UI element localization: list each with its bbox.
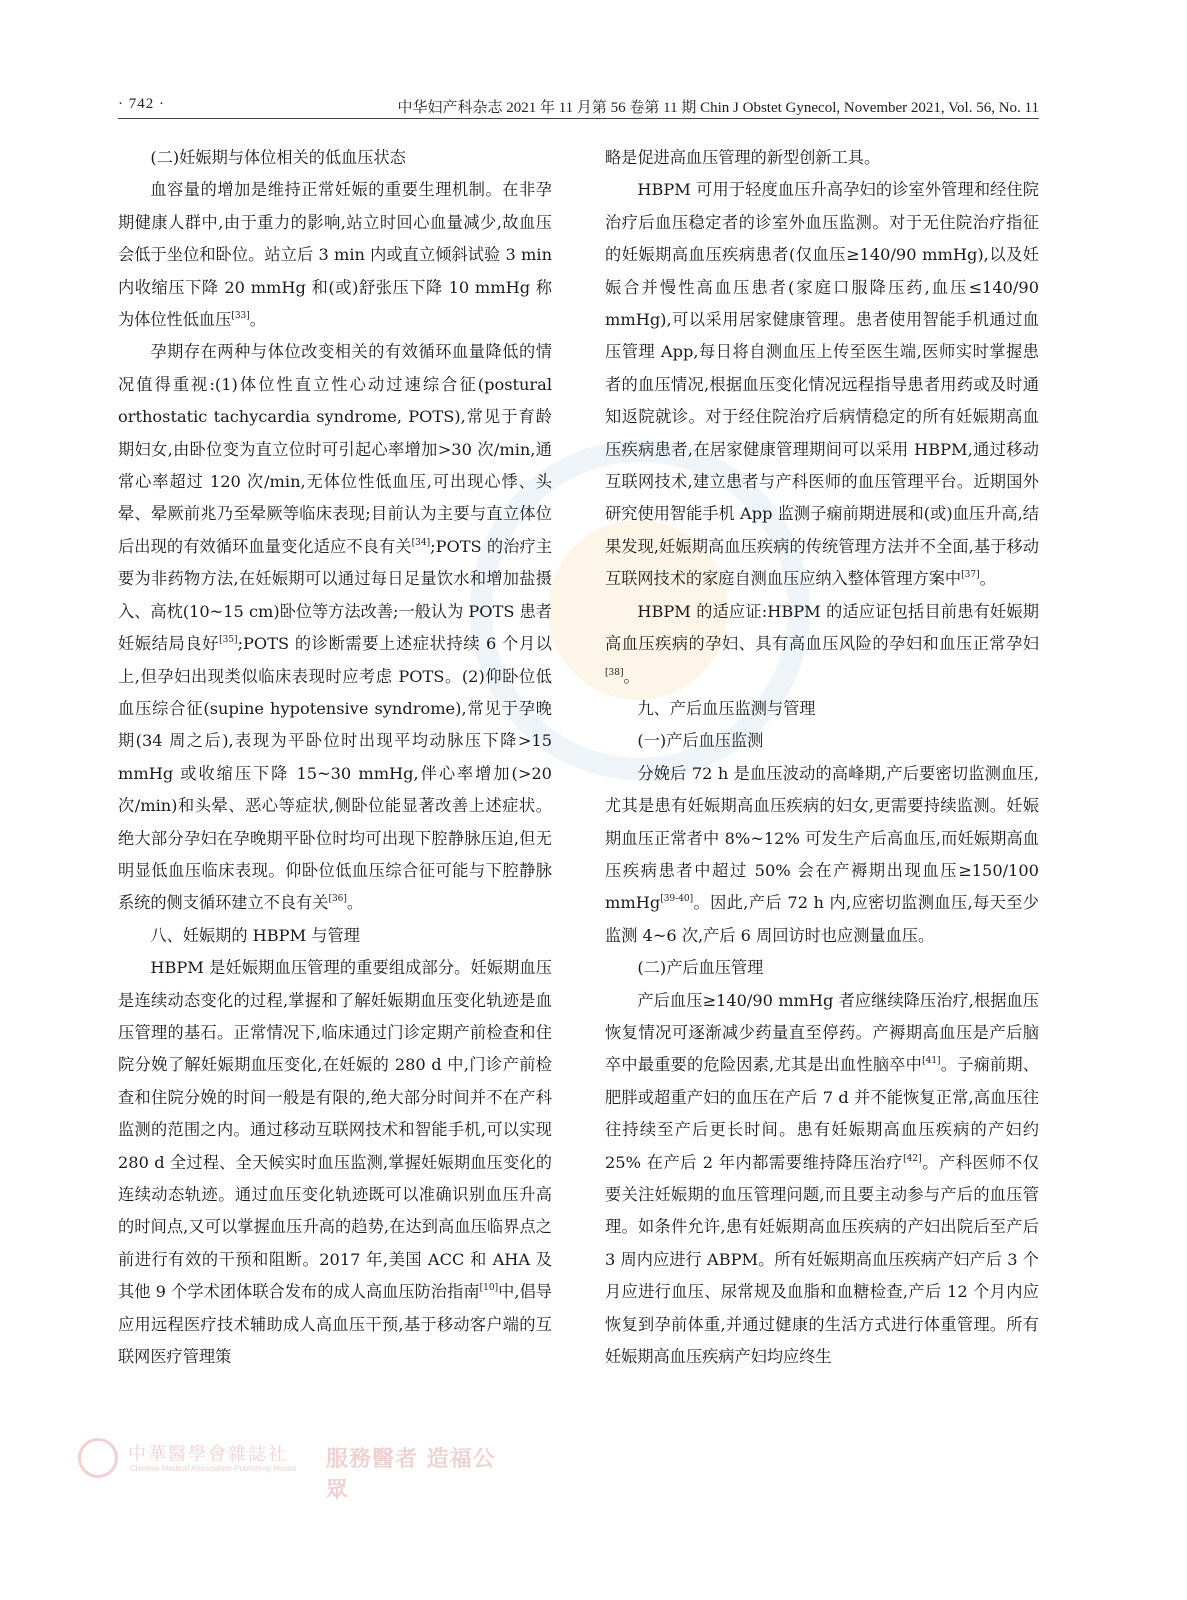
citation-ref: [41] (922, 1056, 941, 1067)
right-column (605, 142, 1039, 1373)
publisher-slogan: 服務醫者 造福公眾 (326, 1447, 496, 1503)
section-heading: (一)产后血压监测 (637, 731, 764, 751)
citation-ref: [39-40] (660, 894, 694, 905)
header-rule (118, 118, 1039, 119)
page-number: · 742 · (118, 96, 165, 112)
body-paragraph: 分娩后 72 h 是血压波动的高峰期,产后要密切监测血压,尤其是患有妊娠期高血压疾病的妇女,更需要持续监测。妊娠期血压正常者中 8%~12% 可发生产后高血压,而妊娠期高血压疾病患者中超过 50% 会在产褥期出现血压≥150/100 mmHg[39-40]。因此,产后 72 h 内,应密切监测血压,每天至少监测 4~6 次,产后 6 周回访时也应测量血压。 (605, 763, 1039, 945)
body-paragraph: HBPM 可用于轻度血压升高孕妇的诊室外管理和经住院治疗后血压稳定者的诊室外血压监测。对于无住院治疗指征的妊娠期高血压疾病患者(仅血压≥140/90 mmHg),以及妊娠合并慢性高血压患者(家庭口服降压药,血压≤140/90 mmHg),可以采用居家健康管理。患者使用智能手机通过血压管理 App,每日将自测血压上传至医生端,医师实时掌握患者的血压情况,根据血压变化情况远程指导患者用药或及时通知返院就诊。对于经住院治疗后病情稳定的所有妊娠期高血压疾病患者,在居家健康管理期间可以采用 HBPM,通过移动互联网技术,建立患者与产科医师的血压管理平台。近期国外研究使用智能手机 App 监测子痫前期进展和(或)血压升高,结果发现,妊娠期高血压疾病的传统管理方法并不全面,基于移动互联网技术的家庭自测血压应纳入整体管理方案中[37]。 (605, 180, 1039, 589)
body-paragraph: 血容量的增加是维持正常妊娠的重要生理机制。在非孕期健康人群中,由于重力的影响,站立时回心血量减少,故血压会低于坐位和卧位。站立后 3 min 内或直立倾斜试验 3 min 内收缩压下降 20 mmHg 和(或)舒张压下降 10 mmHg 称为体位性低血压[33]。 (118, 180, 552, 330)
citation-ref: [36] (328, 894, 347, 905)
publisher-footer-logo (78, 1438, 518, 1503)
body-paragraph: 孕期存在两种与体位改变相关的有效循环血量降低的情况值得重视:(1)体位性直立性心动过速综合征(postural orthostatic tachycardia syndrome, POTS),常见于育龄期妇女,由卧位变为直立位时可引起心率增加>30 次/min,通常心率超过 120 次/min,无体位性低血压,可出现心悸、头晕、晕厥前兆乃至晕厥等临床表现;目前认为主要与直立体位后出现的有效循环血量变化适应不良有关[34];POTS 的治疗主要为非药物方法,在妊娠期可以通过每日足量饮水和增加盐摄入、高枕(10~15 cm)卧位等方法改善;一般认为 POTS 患者妊娠结局良好[35];POTS 的诊断需要上述症状持续 6 个月以上,但孕妇出现类似临床表现时应考虑 POTS。(2)仰卧位低血压综合征(supine hypotensive syndrome),常见于孕晚期(34 周之后),表现为平卧位时出现平均动脉压下降>15 mmHg 或收缩压下降 15~30 mmHg,伴心率增加(>20 次/min)和头晕、恶心等症状,侧卧位能显著改善上述症状。绝大部分孕妇在孕晚期平卧位时均可出现下腔静脉压迫,但无明显低血压临床表现。仰卧位低血压综合征可能与下腔静脉系统的侧支循环建立不良有关[36]。 (118, 342, 553, 913)
publisher-flower-icon (78, 1438, 118, 1478)
section-heading: 八、妊娠期的 HBPM 与管理 (150, 925, 360, 945)
citation-ref: [33] (231, 311, 250, 322)
citation-ref: [34] (411, 537, 431, 548)
journal-citation: 中华妇产科杂志 2021 年 11 月第 56 卷第 11 期 Chin J Obstet Gynecol, November 2021, Vol. 56, No. 11 (397, 100, 1039, 116)
citation-ref: [10] (479, 1283, 499, 1294)
publisher-name-en: Chinese Medical Association Publishing House (130, 1464, 297, 1473)
body-paragraph: HBPM 是妊娠期血压管理的重要组成部分。妊娠期血压是连续动态变化的过程,掌握和了解妊娠期血压变化轨迹是血压管理的基石。正常情况下,临床通过门诊定期产前检查和住院分娩了解妊娠期血压变化,在妊娠的 280 d 中,门诊产前检查和住院分娩的时间一般是有限的,绝大部分时间并不在产科监测的范围之内。通过移动互联网技术和智能手机,可以实现 280 d 全过程、全天候实时血压监测,掌握妊娠期血压变化的连续动态轨迹。通过血压变化轨迹既可以准确识别血压升高的时间点,又可以掌握血压升高的趋势,在达到高血压临界点之前进行有效的干预和阻断。2017 年,美国 ACC 和 AHA 及其他 9 个学术团体联合发布的成人高血压防治指南[10]中,倡导应用远程医疗技术辅助成人高血压干预,基于移动客户端的互联网医疗管理策 (118, 958, 552, 1367)
section-heading: (二)产后血压管理 (637, 958, 764, 978)
citation-ref: [42] (903, 1153, 922, 1164)
body-paragraph: 略是促进高血压管理的新型创新工具。 (605, 148, 881, 167)
body-paragraph: HBPM 的适应证:HBPM 的适应证包括目前患有妊娠期高血压疾病的孕妇、具有高血压风险的孕妇和血压正常孕妇[38]。 (605, 601, 1039, 686)
section-heading: 九、产后血压监测与管理 (637, 698, 816, 718)
citation-ref: [37] (961, 570, 980, 581)
body-paragraph: 产后血压≥140/90 mmHg 者应继续降压治疗,根据血压恢复情况可逐渐减少药量直至停药。产褥期高血压是产后脑卒中最重要的危险因素,尤其是出血性脑卒中[41]。子痫前期、肥胖或超重产妇的血压在产后 7 d 并不能恢复正常,高血压往往持续至产后更长时间。患有妊娠期高血压疾病的产妇约 25% 在产后 2 年内都需要维持降压治疗[42]。产科医师不仅要关注妊娠期的血压管理问题,而且要主动参与产后的血压管理。如条件允许,患有妊娠期高血压疾病的产妇出院后至产后 3 周内应进行 ABPM。所有妊娠期高血压疾病产妇产后 3 个月应进行血压、尿常规及血脂和血糖检查,产后 12 个月内应恢复到孕前体重,并通过健康的生活方式进行体重管理。所有妊娠期高血压疾病产妇均应终生 (605, 990, 1039, 1367)
citation-ref: [38] (605, 667, 624, 678)
left-column (118, 142, 552, 1373)
running-header (118, 94, 1039, 118)
citation-ref: [35] (219, 635, 238, 646)
publisher-name-cn: 中華醫學會雜誌社 (128, 1444, 288, 1465)
section-heading: (二)妊娠期与体位相关的低血压状态 (150, 148, 406, 167)
